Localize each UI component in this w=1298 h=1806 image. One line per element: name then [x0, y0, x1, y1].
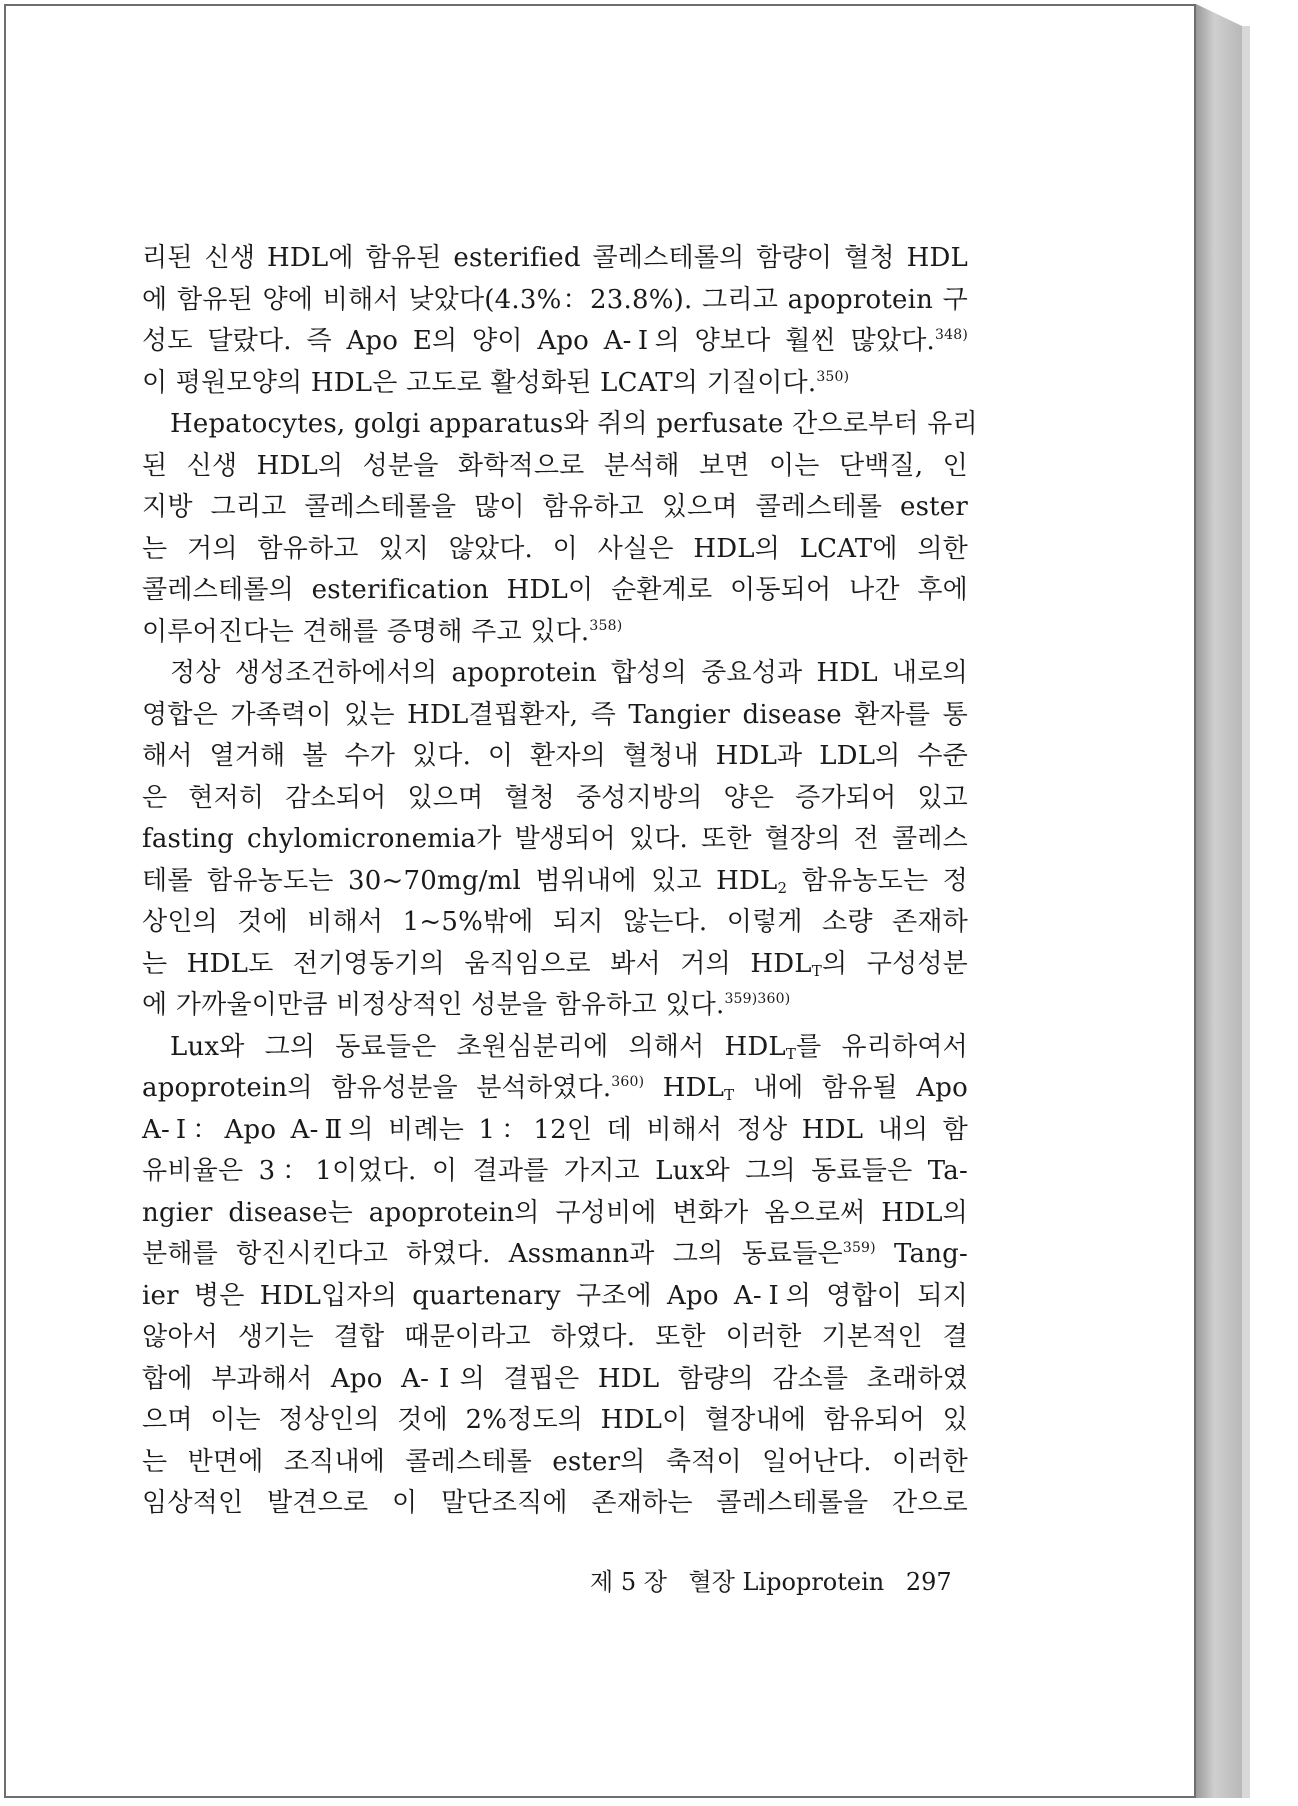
text-line: 합에 부과해서 Apo A-Ⅰ의 결핍은 HDL 함량의 감소를 초래하였 [142, 1363, 968, 1394]
body-text [142, 238, 978, 1525]
text-line: fasting chylomicronemia가 발생되어 있다. 또한 혈장의 전 콜레스 [142, 824, 968, 854]
text-line: 영합은 가족력이 있는 HDL결핍환자, 즉 Tangier disease 환자를 통 [142, 699, 968, 730]
page-stack-edge [1196, 4, 1242, 1798]
subscript: T [811, 961, 822, 980]
footnote-ref: 350) [816, 368, 850, 385]
text-line: 지방 그리고 콜레스테롤을 많이 함유하고 있으며 콜레스테롤 ester [142, 492, 968, 522]
footnote-ref: 358) [589, 617, 623, 634]
chapter-title: 혈장 Lipoprotein [688, 1568, 885, 1596]
footnote-ref: 360) [611, 1074, 645, 1090]
text-line: 으며 이는 정상인의 것에 2%정도의 HDL이 혈장내에 함유되어 있 [142, 1405, 968, 1435]
text-line: A-Ⅰ：Apo A-Ⅱ의 비례는 1：12인 데 비해서 정상 HDL 내의 함 [142, 1114, 968, 1145]
page-shadow [1242, 26, 1250, 1798]
chapter-label: 제 5 장 [590, 1568, 667, 1596]
text-line: ngier disease는 apoprotein의 구성비에 변화가 옴으로써 HDL의 [142, 1197, 968, 1228]
page-number: 297 [905, 1568, 952, 1596]
text-line: 분해를 항진시킨다고 하였다. Assmann과 그의 동료들은$^{359)}$ Tang- [142, 1239, 968, 1269]
text-line: 이 평원모양의 HDL은 고도로 활성화된 LCAT의 기질이다.$^{350)}$ [142, 367, 850, 398]
text-line: 는 거의 함유하고 있지 않았다. 이 사실은 HDL의 LCAT에 의한 [142, 533, 968, 564]
text-line: 에 함유된 양에 비해서 낮았다(4.3%：23.8%). 그리고 apoprotein 구 [142, 284, 968, 315]
text-line: 성도 달랐다. 즉 Apo E의 양이 Apo A-Ⅰ의 양보다 훨씬 많았다.$^{348)}$ [142, 326, 968, 356]
footnote-ref: 359) [842, 1240, 876, 1256]
text-line: 테롤 함유농도는 30~70mg/ml 범위내에 있고 $HDL_2$ 함유농도는 정 [142, 865, 968, 897]
text-line: 콜레스테롤의 esterification HDL이 순환계로 이동되어 나간 후에 [142, 575, 968, 605]
running-footer [590, 1562, 952, 1597]
text-line: 유비율은 3：1이었다. 이 결과를 가지고 Lux와 그의 동료들은 Ta- [142, 1156, 968, 1186]
paragraph-start-line: Hepatocytes, golgi apparatus와 쥐의 perfusate 간으로부터 유리 [170, 409, 978, 439]
text-line: 에 가까울이만큼 비정상적인 성분을 함유하고 있다.$^{359)360)}$ [142, 990, 791, 1020]
text-line: 된 신생 HDL의 성분을 화학적으로 분석해 보면 이는 단백질, 인 [142, 450, 968, 481]
subscript: 2 [777, 878, 788, 897]
paragraph-start-line: Lux와 그의 동료들은 초원심분리에 의해서 $HDL_T$를 유리하여서 [170, 1031, 968, 1063]
subscript: T [785, 1044, 797, 1063]
footnote-ref: 359)360) [724, 991, 791, 1007]
text-line: 리된 신생 HDL에 함유된 esterified 콜레스테롤의 함량이 혈청 HDL [142, 243, 968, 273]
subscript: T [724, 1086, 735, 1104]
text-line: 이루어진다는 견해를 증명해 주고 있다.$^{358)}$ [142, 616, 623, 647]
text-line: 는 반면에 조직내에 콜레스테롤 ester의 축적이 일어난다. 이러한 [142, 1446, 968, 1477]
text-line: ier 병은 HDL입자의 quartenary 구조에 Apo A-Ⅰ의 영합이 되지 [142, 1280, 968, 1311]
text-line: 임상적인 발견으로 이 말단조직에 존재하는 콜레스테롤을 간으로 [142, 1488, 968, 1518]
text-line: 않아서 생기는 결합 때문이라고 하였다. 또한 이러한 기본적인 결 [142, 1322, 968, 1352]
text-line: 은 현저히 감소되어 있으며 혈청 중성지방의 양은 증가되어 있고 [142, 782, 968, 813]
footnote-ref: 348) [935, 327, 968, 343]
text-line: apoprotein의 함유성분을 분석하였다.$^{360)}$ $HDL_T$ 내에 함유될 Apo [142, 1073, 968, 1104]
text-line: 는 HDL도 전기영동기의 움직임으로 봐서 거의 $HDL_T$의 구성성분 [142, 948, 969, 980]
text-line: 상인의 것에 비해서 1~5%밖에 되지 않는다. 이렇게 소량 존재하 [142, 907, 968, 937]
text-line: 해서 열거해 볼 수가 있다. 이 환자의 혈청내 HDL과 LDL의 수준 [142, 741, 968, 771]
paragraph-start-line: 정상 생성조건하에서의 apoprotein 합성의 중요성과 HDL 내로의 [170, 658, 968, 688]
